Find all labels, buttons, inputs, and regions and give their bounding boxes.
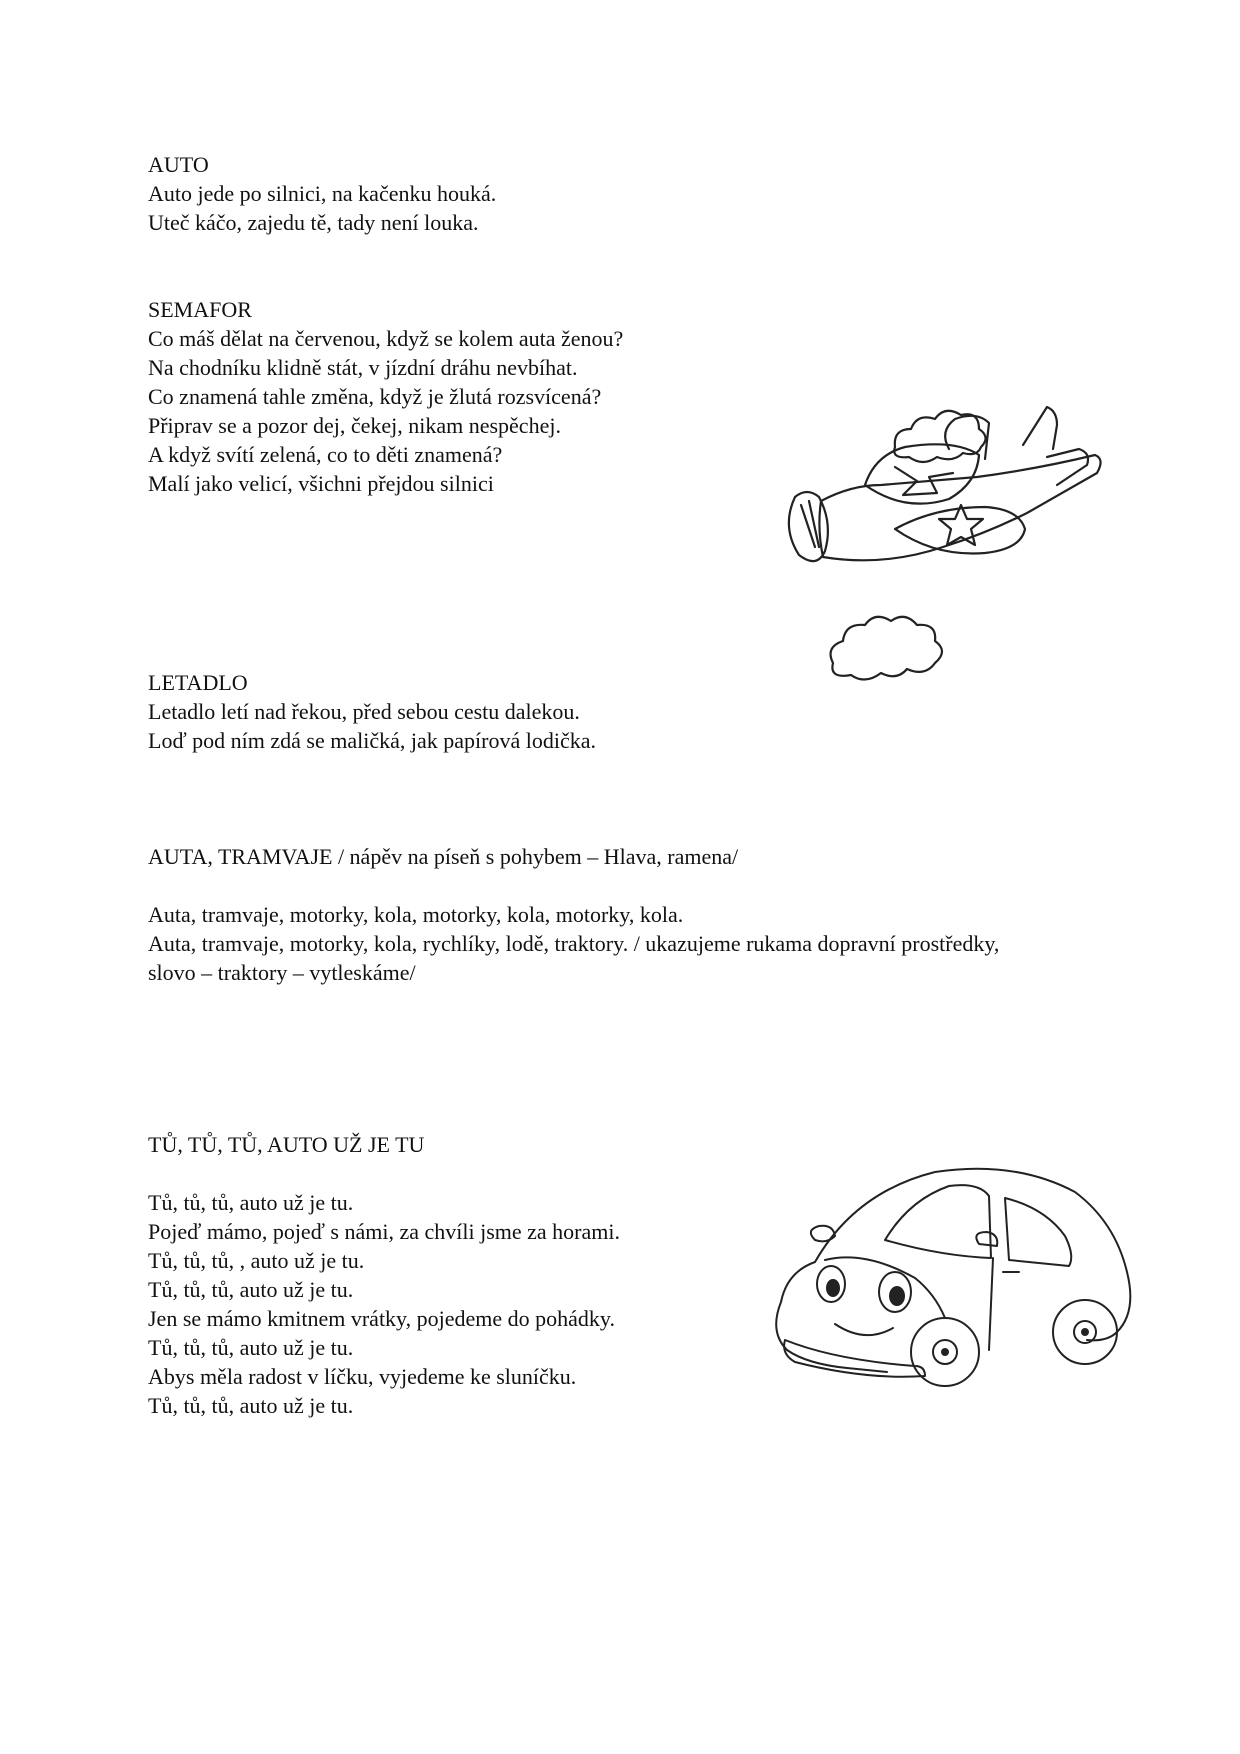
poem-line: Na chodníku klidně stát, v jízdní dráhu nevbíhat. xyxy=(148,355,578,380)
poem-line: Letadlo letí nad řekou, před sebou cestu dalekou. xyxy=(148,699,580,724)
poem-line: Loď pod ním zdá se maličká, jak papírová lodička. xyxy=(148,728,596,753)
poem-line: Pojeď mámo, pojeď s námi, za chvíli jsme za horami. xyxy=(148,1219,621,1244)
poem-line: Připrav se a pozor dej, čekej, nikam nespěchej. xyxy=(148,413,561,438)
poem-line: Auto jede po silnici, na kačenku houká. xyxy=(148,181,497,206)
poem-line: Tů, tů, tů, auto už je tu. xyxy=(148,1393,354,1418)
poem-line: Jen se mámo kmitnem vrátky, pojedeme do pohádky. xyxy=(148,1306,615,1331)
car-icon xyxy=(775,1162,1145,1402)
poem-line: Co znamená tahle změna, když je žlutá rozsvícená? xyxy=(148,384,602,409)
poem-line: Co máš dělat na červenou, když se kolem auta ženou? xyxy=(148,326,624,351)
section-title: SEMAFOR xyxy=(148,297,252,322)
airplane-icon xyxy=(785,405,1105,705)
section-title: LETADLO xyxy=(148,670,248,695)
poem-line: Malí jako velicí, všichni přejdou silnici xyxy=(148,471,494,496)
poem-line: Abys měla radost v líčku, vyjedeme ke sluníčku. xyxy=(148,1364,577,1389)
poem-line: A když svítí zelená, co to děti znamená? xyxy=(148,442,503,467)
poem-line: Auta, tramvaje, motorky, kola, rychlíky, lodě, traktory. / ukazujeme rukama dopravní prostředky, slovo – traktory – vytleskáme/ xyxy=(148,931,1000,985)
section-tu-tu xyxy=(148,1130,620,1420)
section-auta-tramvaje xyxy=(148,842,1048,987)
section-letadlo xyxy=(148,668,596,755)
poem-line: Tů, tů, tů, , auto už je tu. xyxy=(148,1248,365,1273)
section-title: AUTO xyxy=(148,152,209,177)
poem-line: Tů, tů, tů, auto už je tu. xyxy=(148,1335,354,1360)
section-title: TŮ, TŮ, TŮ, AUTO UŽ JE TU xyxy=(148,1132,425,1157)
section-semafor xyxy=(148,295,623,498)
section-auto xyxy=(148,150,496,237)
poem-line: Uteč káčo, zajedu tě, tady není louka. xyxy=(148,210,479,235)
poem-line: Tů, tů, tů, auto už je tu. xyxy=(148,1277,354,1302)
section-title: AUTA, TRAMVAJE / nápěv na píseň s pohybem – Hlava, ramena/ xyxy=(148,844,739,869)
poem-line: Auta, tramvaje, motorky, kola, motorky, kola, motorky, kola. xyxy=(148,902,684,927)
poem-line: Tů, tů, tů, auto už je tu. xyxy=(148,1190,354,1215)
